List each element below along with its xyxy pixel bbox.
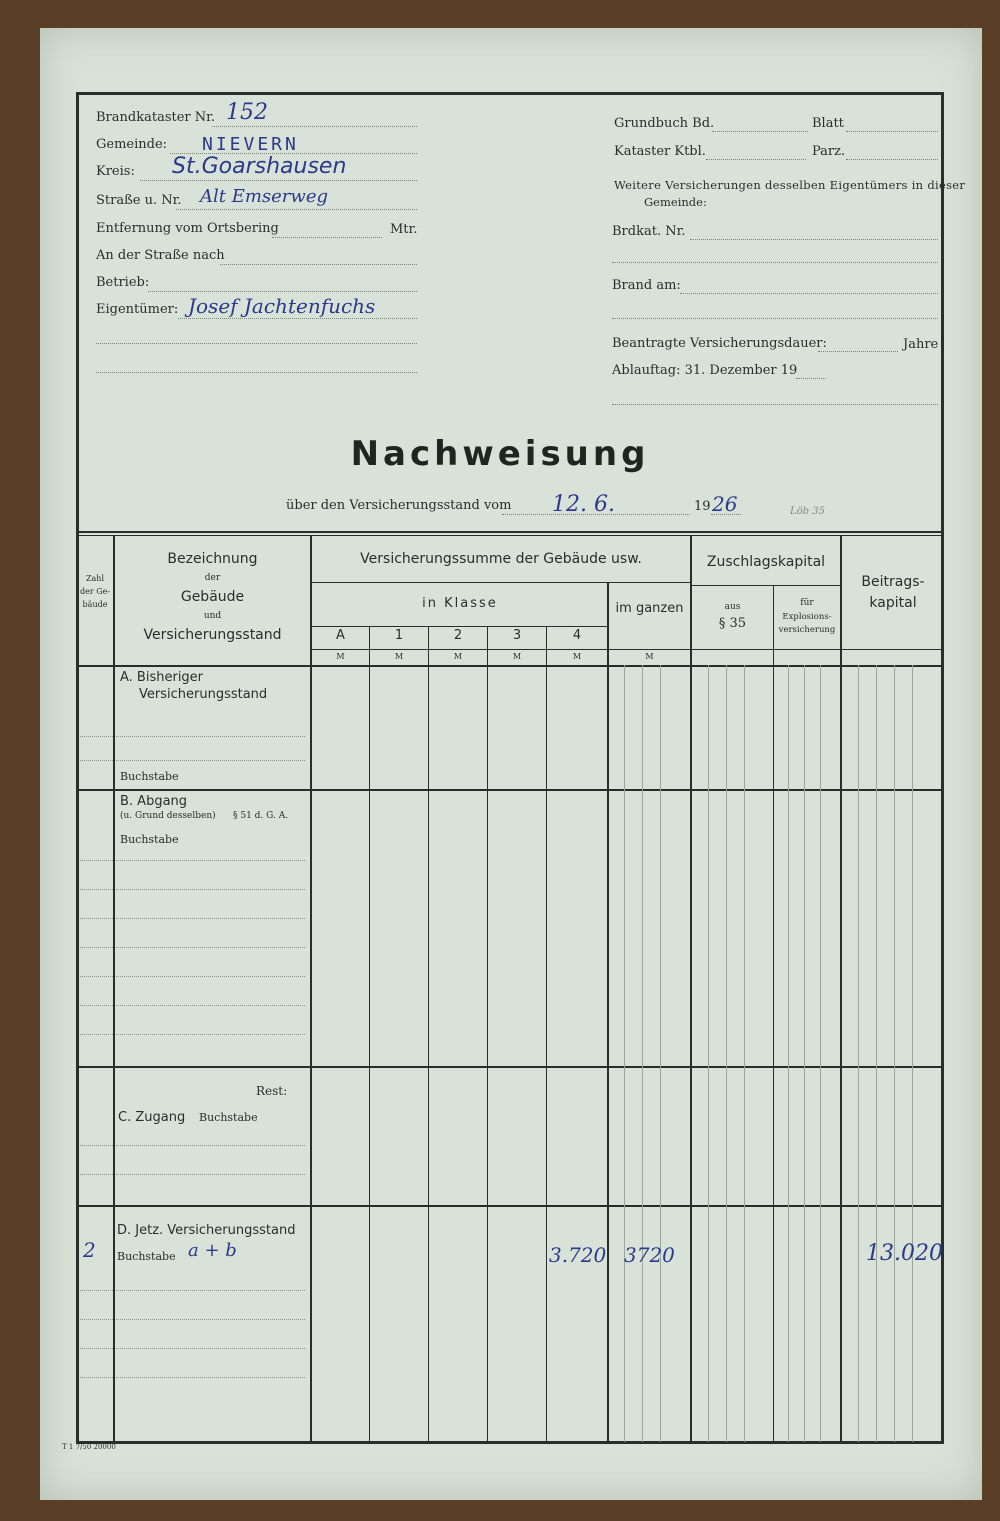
year-value: 26 xyxy=(712,492,738,516)
year-prefix: 19 xyxy=(694,499,711,514)
col-fuer: für xyxy=(800,598,814,608)
col-bez-4: und xyxy=(203,611,222,621)
col-bez-3: Gebäude xyxy=(180,589,245,605)
sec-b-buchstabe: Buchstabe xyxy=(120,833,179,846)
d-im-ganzen-value: 3720 xyxy=(624,1243,675,1267)
subtitle: über den Versicherungsstand vom xyxy=(286,498,512,513)
strasse-label: Straße u. Nr. xyxy=(96,193,182,208)
weitere-line1: Weitere Versicherungen desselben Eigentümers in dieser xyxy=(614,178,966,192)
brand-label: Brand am: xyxy=(612,278,681,293)
unit-m: M xyxy=(336,652,345,661)
klasse-4: 4 xyxy=(572,628,582,643)
footer-code: T 1 7/50 20000 xyxy=(62,1443,116,1451)
unit-m: M xyxy=(453,652,463,661)
klasse-3: 3 xyxy=(512,628,522,643)
col-beitrag: Beitrags-kapital xyxy=(861,574,925,611)
sec-a-buchstabe: Buchstabe xyxy=(120,770,179,783)
sec-d-title: D. Jetz. Versicherungsstand xyxy=(117,1223,296,1238)
ablauf-label: Ablauftag: 31. Dezember 19 xyxy=(612,363,798,378)
strasse-value: Alt Emserweg xyxy=(200,186,328,207)
d-beitrag-value: 13.020 xyxy=(866,1241,943,1266)
eigentuemer-label: Eigentümer: xyxy=(96,302,179,317)
d-zahl: 2 xyxy=(83,1238,96,1262)
d-buchstabe-value: a + b xyxy=(188,1240,237,1261)
margin-note: Löb 35 xyxy=(790,506,825,517)
strasse-nach-label: An der Straße nach xyxy=(96,248,225,263)
col-zahl: Zahl der Ge-bäude xyxy=(79,574,111,609)
betrieb-label: Betrieb: xyxy=(96,275,150,290)
sec-c-title: C. Zugang xyxy=(118,1110,186,1125)
date-value: 12. 6. xyxy=(552,492,615,517)
brandkataster-label: Brandkataster Nr. xyxy=(96,110,216,125)
col-explosion: Explosions-versicherung xyxy=(778,612,836,635)
col-bez-1: Bezeichnung xyxy=(167,551,258,567)
sec-b-par: § 51 d. G. A. xyxy=(233,811,289,821)
entfernung-label: Entfernung vom Ortsbering xyxy=(96,221,279,236)
grundbuch-label: Grundbuch Bd. xyxy=(614,116,715,131)
page-title: Nachweisung xyxy=(350,434,650,474)
col-klasse: in Klasse xyxy=(422,596,498,611)
unit-m: M xyxy=(645,652,654,661)
entfernung-unit: Mtr. xyxy=(390,222,418,237)
col-im-ganzen: im ganzen xyxy=(615,601,684,616)
dauer-unit: Jahre xyxy=(903,337,939,352)
sec-a-title: A. Bisheriger xyxy=(120,670,204,685)
sec-d-buchstabe: Buchstabe xyxy=(117,1250,176,1263)
unit-m: M xyxy=(512,652,522,661)
rest-label: Rest: xyxy=(256,1084,288,1098)
sec-a-title2: Versicherungsstand xyxy=(139,687,268,702)
col-bez-2: der xyxy=(204,573,221,583)
col-summe: Versicherungssumme der Gebäude usw. xyxy=(360,551,642,567)
brdkat-label: Brdkat. Nr. xyxy=(612,224,686,239)
weitere-line2: Gemeinde: xyxy=(644,195,707,209)
unit-m: M xyxy=(394,652,404,661)
klasse-a: A xyxy=(336,628,345,643)
gemeinde-label: Gemeinde: xyxy=(96,137,168,152)
sec-c-buchstabe: Buchstabe xyxy=(199,1111,258,1124)
dauer-label: Beantragte Versicherungsdauer: xyxy=(612,336,827,351)
sec-b-sub: (u. Grund desselben) xyxy=(120,811,216,821)
brandkataster-value: 152 xyxy=(226,100,268,125)
col-aus: aus xyxy=(724,602,741,612)
parz-label: Parz. xyxy=(812,144,846,159)
kreis-label: Kreis: xyxy=(96,164,135,179)
col-bez-5: Versicherungsstand xyxy=(143,627,282,643)
kataster-label: Kataster Ktbl. xyxy=(614,144,706,159)
kreis-value: St.Goarshausen xyxy=(172,154,347,179)
unit-m: M xyxy=(572,652,582,661)
col-par35: § 35 xyxy=(718,616,747,631)
d-klasse4-value: 3.720 xyxy=(549,1243,607,1267)
klasse-2: 2 xyxy=(453,628,463,643)
blatt-label: Blatt xyxy=(812,116,844,131)
eigentuemer-value: Josef Jachtenfuchs xyxy=(188,294,376,318)
col-zuschlag: Zuschlagskapital xyxy=(706,554,826,570)
klasse-1: 1 xyxy=(394,628,404,643)
gemeinde-value: NIEVERN xyxy=(202,134,299,155)
sec-b-title: B. Abgang xyxy=(120,794,188,809)
